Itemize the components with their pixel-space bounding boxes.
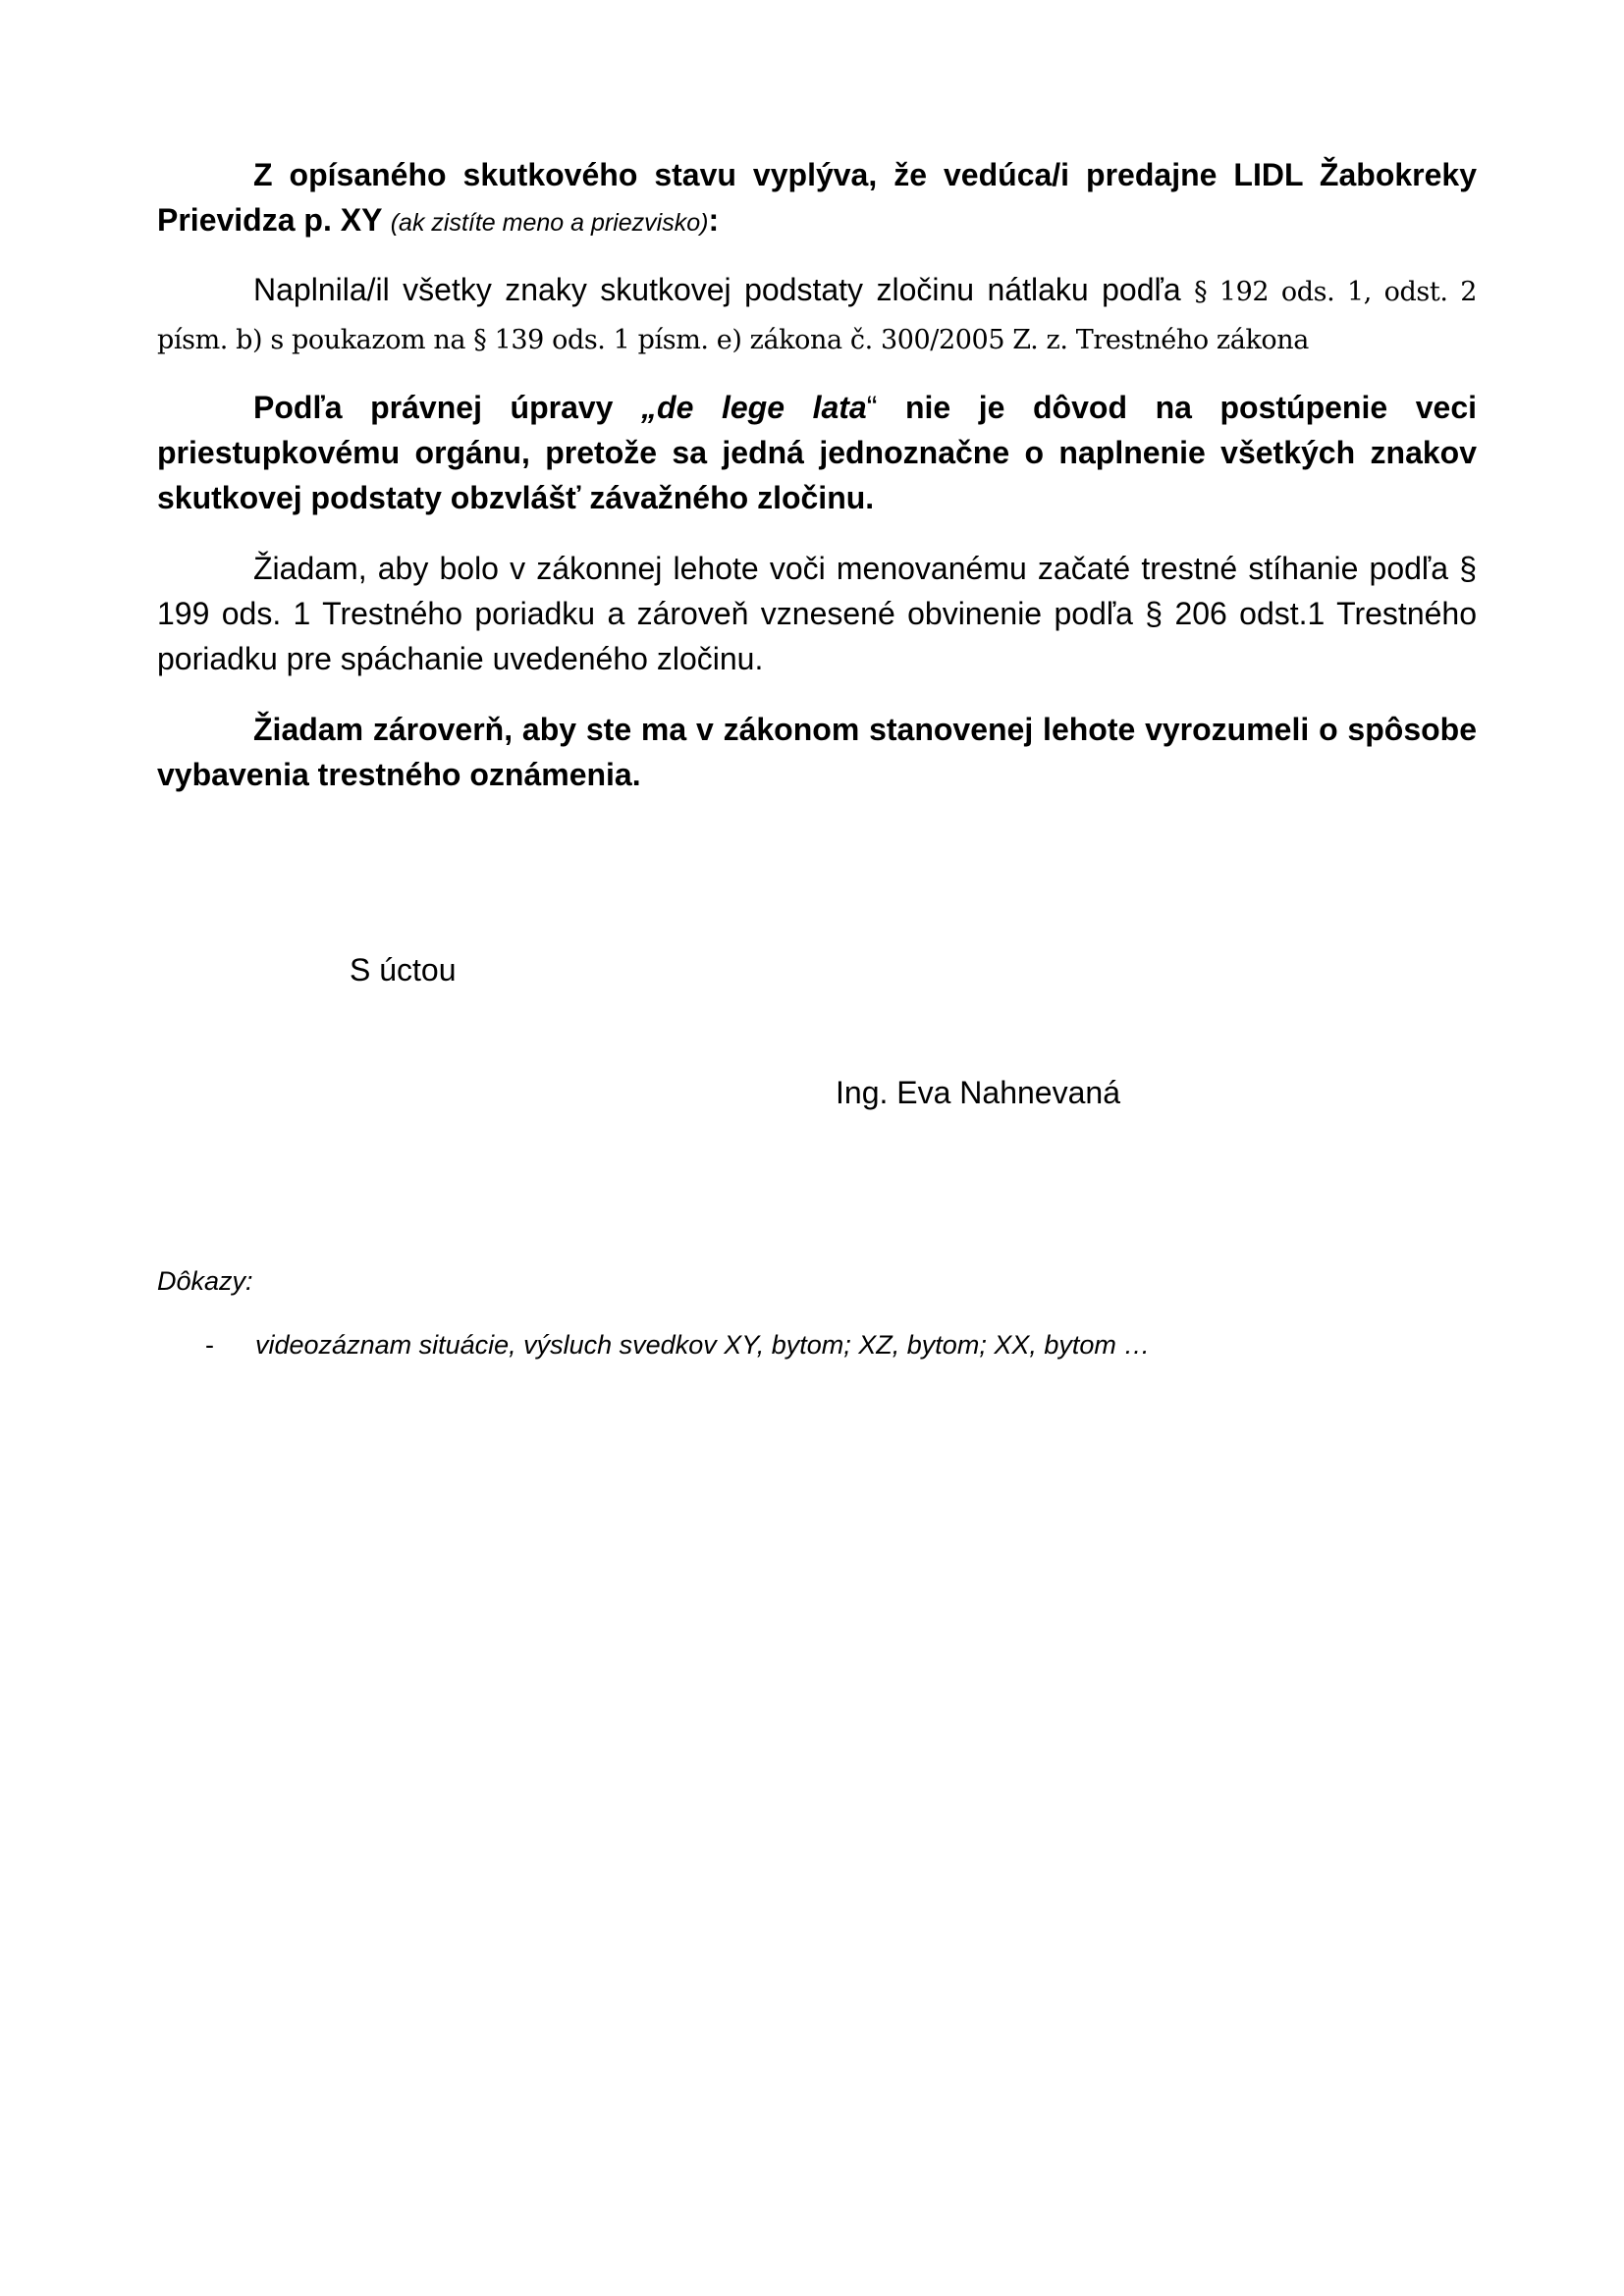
evidence-bullet: -	[205, 1330, 214, 1360]
evidence-list-item	[157, 1325, 1150, 1364]
closing-salutation: S úctou	[350, 952, 457, 988]
legal-basis-text-end: nie je dôvod na postúpenie veci priestupkovému orgánu, pretože sa jedná jednoznačne o naplnenie všetkých znakov skutkovej podstaty obzvlášť závažného zločinu.	[157, 390, 1478, 515]
legal-basis-paragraph	[157, 385, 1477, 520]
notification-paragraph: Žiadam zároverň, aby ste ma v zákonom stanovenej lehote vyrozumeli o spôsobe vybavenia trestného oznámenia.	[157, 712, 1477, 792]
evidence-item-text: videozáznam situácie, výsluch svedkov XY, bytom; XZ, bytom; XX, bytom …	[255, 1330, 1151, 1360]
intro-paragraph	[157, 152, 1477, 245]
legal-basis-quote-close: “	[866, 390, 878, 425]
evidence-heading: Dôkazy:	[157, 1266, 253, 1296]
intro-italic-note: (ak zistíte meno a priezvisko)	[390, 209, 709, 237]
intro-colon: :	[708, 202, 720, 238]
charge-text: Naplnila/il všetky znaky skutkovej podstaty zločinu nátlaku podľa	[253, 272, 1195, 307]
document-body	[157, 152, 1477, 797]
legal-basis-quote-open: „	[641, 390, 658, 425]
charge-legal-reference: § 192 ods. 1, odst. 2 písm. b) s poukazom na § 139 ods. 1 písm. e) zákona č. 300/2005 Z. z. Trestného zákona	[157, 277, 1478, 355]
legal-basis-latin-phrase: de lege lata	[657, 390, 867, 425]
legal-basis-text-start: Podľa právnej úpravy	[253, 390, 642, 425]
evidence-list	[157, 1325, 1150, 1364]
signature-name: Ing. Eva Nahnevaná	[836, 1075, 1120, 1110]
intro-bold-text: Z opísaného skutkového stavu vyplýva, že vedúca/i predajne LIDL Žabokreky Prievidza p. XY	[157, 157, 1477, 238]
charge-paragraph	[157, 267, 1477, 363]
request-paragraph: Žiadam, aby bolo v zákonnej lehote voči menovanému začaté trestné stíhanie podľa § 199 ods. 1 Trestného poriadku a zároveň vznesené obvinenie podľa § 206 odst.1 Trestného poriadku pre spáchanie uvedeného zločinu.	[157, 551, 1477, 676]
